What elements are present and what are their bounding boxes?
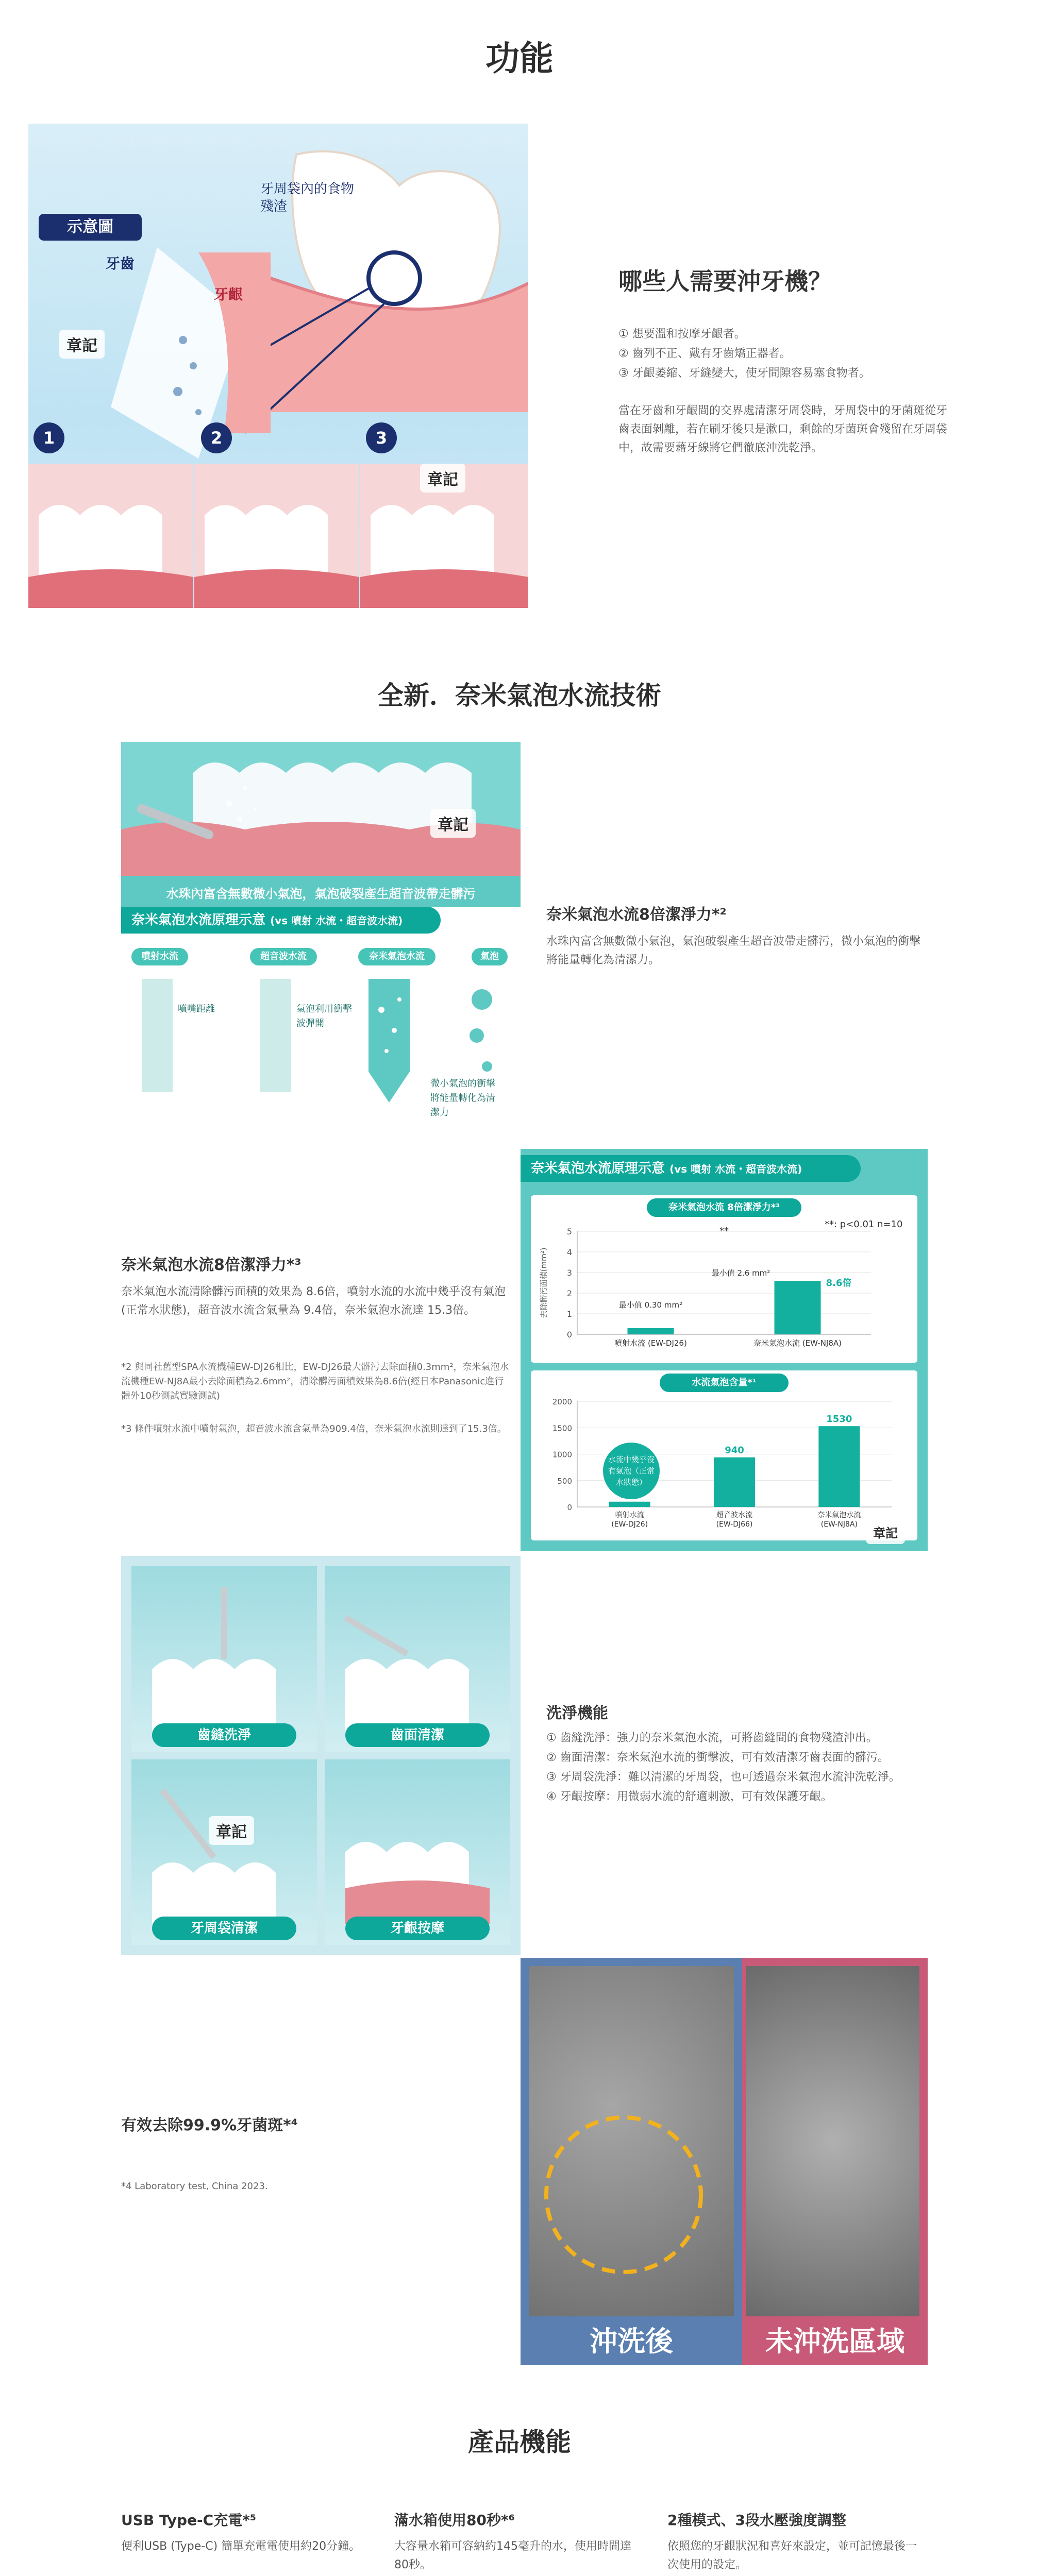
wash-item: ① 齒縫洗淨：強力的奈米氣泡水流，可將齒縫間的食物殘渣沖出。 <box>546 1732 878 1744</box>
y-tick-label: 2000 <box>552 1397 572 1406</box>
schema-label: 示意圖 <box>39 214 142 241</box>
tile-label: 牙齦按摩 <box>345 1917 490 1940</box>
bar <box>818 1426 860 1507</box>
multiplier-label: 8.6倍 <box>826 1278 852 1289</box>
diagram-title-text: 奈米氣泡水流原理示意 <box>131 912 266 928</box>
y-tick-label: 0 <box>567 1503 572 1512</box>
panel4-note: *4 Laboratory test, China 2023. <box>121 2181 268 2192</box>
wash-item: ② 齒面清潔：奈米氣泡水流的衝擊波，可有效清潔牙齒表面的髒污。 <box>546 1751 889 1764</box>
tile-4 <box>325 1759 510 1945</box>
tooth-label: 牙齒 <box>106 255 135 272</box>
y-tick-label: 3 <box>566 1268 572 1278</box>
stamp: 章記 <box>209 1816 254 1845</box>
tile-label: 牙周袋清潔 <box>152 1917 296 1940</box>
wash-item: ③ 牙周袋洗淨：難以清潔的牙周袋，也可透過奈米氣泡水流沖洗乾淨。 <box>546 1771 900 1784</box>
y-tick-label: 0 <box>566 1330 572 1340</box>
feature-desc: 大容量水箱可容納約145毫升的水，使用時間達80秒。 <box>394 2540 631 2571</box>
x-tick-label: 奈米氣泡水流 <box>817 1511 861 1519</box>
nano-diagram <box>121 907 521 1139</box>
who-item: ② 齒列不正、戴有牙齒矯正器者。 <box>618 347 791 360</box>
stamp: 章記 <box>420 464 465 493</box>
chart1-svg <box>531 1195 917 1363</box>
data-label: 940 <box>725 1445 744 1456</box>
panel1-heading: 奈米氣泡水流8倍潔淨力*² <box>546 906 727 924</box>
tile-label: 齒面清潔 <box>345 1723 490 1747</box>
panel4-heading: 有效去除99.9%牙菌斑*⁴ <box>121 2116 298 2134</box>
note-ultra: 氣泡利用衝擊波彈開 <box>296 1004 352 1029</box>
x-tick-label: 噴射水流 <box>615 1511 644 1519</box>
panel1-desc: 水珠內富含無數微小氣泡，氣泡破裂產生超音波帶走髒污，微小氣泡的衝擊將能量轉化為清潔力。 <box>546 935 921 967</box>
section-title-function: 功能 <box>485 39 554 78</box>
x-tick-label: (EW-NJ8A) <box>820 1520 858 1529</box>
col-bubble: 氣泡 <box>472 948 508 965</box>
debris-label: 牙周袋內的食物殘渣 <box>260 181 355 214</box>
annotation: 最小值 0.30 mm² <box>618 1300 683 1310</box>
y-tick-label: 500 <box>557 1476 572 1486</box>
significance-mark: ** <box>719 1226 729 1236</box>
feature-title: 2種模式、3段水壓強度調整 <box>667 2512 846 2529</box>
chart1-area <box>531 1195 917 1363</box>
panel2-heading: 奈米氣泡水流8倍潔淨力*³ <box>121 1256 301 1274</box>
y-tick-label: 1000 <box>552 1450 572 1460</box>
stamp: 章記 <box>430 809 476 838</box>
wash-item: ④ 牙齦按摩：用微弱水流的舒適刺激，可有效保護牙齦。 <box>546 1790 832 1803</box>
feature-desc: 依照您的牙齦狀況和喜好來設定，並可記憶最後一次使用的設定。 <box>667 2540 917 2571</box>
plaque-right-label: 未沖洗區域 <box>765 2325 904 2358</box>
bar <box>775 1281 821 1334</box>
chart2-area <box>531 1370 917 1540</box>
chart-card-title-suffix: (vs 噴射 水流・超音波水流) <box>669 1163 802 1175</box>
section-title-nano: 全新．奈米氣泡水流技術 <box>378 681 661 710</box>
y-axis-label: 去除髒污面積(mm²) <box>539 1247 548 1318</box>
dashed-circle <box>521 1958 742 2365</box>
col-nano: 奈米氣泡水流 <box>358 948 435 965</box>
panel2-note-1: *2 與同社舊型SPA水流機種EW-DJ26相比，EW-DJ26最大髒污去除面積0.3mm²，奈米氣泡水流機種EW-NJ8A最小去除面積為2.6mm²，清除髒污面積效果為8.6倍(經日本Panasonic進行體外10秒測試實驗測試) <box>121 1362 509 1401</box>
x-tick-label: 奈米氣泡水流 (EW-NJ8A) <box>753 1338 842 1348</box>
hero-illustration <box>28 124 528 608</box>
bar <box>609 1502 650 1507</box>
y-tick-label: 1 <box>566 1309 572 1319</box>
chart2-title: 水流氣泡含量*¹ <box>660 1374 789 1392</box>
chart-card <box>521 1149 928 1551</box>
wash-list <box>546 1728 938 1807</box>
col-jet: 噴射水流 <box>131 948 188 965</box>
who-title: 哪些人需要沖牙機？ <box>618 267 832 295</box>
who-item: ③ 牙齦萎縮、牙縫變大，使牙間隙容易塞食物者。 <box>618 367 870 380</box>
panel2-desc: 奈米氣泡水流清除髒污面積的效果為 8.6倍，噴射水流的水流中幾乎沒有氣泡(正常水狀態)，超音波水流含氣量為 9.4倍，奈米氣泡水流達 15.3倍。 <box>121 1285 506 1317</box>
panel3-heading: 洗淨機能 <box>546 1704 608 1722</box>
bar <box>628 1328 674 1334</box>
nano-banner: 水珠內富含無數微小氣泡，氣泡破裂產生超音波帶走髒污 <box>166 887 476 901</box>
step-badge-2: 2 <box>201 422 232 453</box>
x-tick-label: (EW-DJ66) <box>716 1520 753 1529</box>
feature-desc: 便利USB (Type-C) 簡單充電電使用約20分鐘。 <box>121 2540 361 2553</box>
tile-2 <box>325 1566 510 1752</box>
sem-image-unwashed <box>746 1966 919 2316</box>
diagram-title-suffix: (vs 噴射 水流・超音波水流) <box>270 914 403 927</box>
chart2-bubble-label: 水流中幾乎沒有氣泡（正常水狀態） <box>603 1443 660 1499</box>
chart-card-title-text: 奈米氣泡水流原理示意 <box>531 1161 665 1176</box>
stamp: 章記 <box>866 1520 905 1544</box>
who-list <box>618 325 948 383</box>
col-ultra: 超音波水流 <box>250 948 317 965</box>
who-item: ① 想要溫和按摩牙齦者。 <box>618 328 746 341</box>
plaque-photo <box>521 1958 928 2365</box>
plaque-right <box>742 1958 928 2365</box>
x-tick-label: 超音波水流 <box>716 1511 752 1519</box>
step-badge-1: 1 <box>33 422 64 453</box>
chart2-svg <box>531 1370 917 1540</box>
y-tick-label: 5 <box>566 1227 572 1236</box>
y-tick-label: 1500 <box>552 1423 572 1433</box>
plaque-left-label: 沖洗後 <box>590 2325 673 2358</box>
y-tick-label: 2 <box>566 1289 572 1298</box>
tiles-card <box>121 1556 521 1955</box>
chart-card-title <box>521 1155 861 1182</box>
tile-3 <box>131 1759 317 1945</box>
chart1-note: **: p<0.01 n=10 <box>825 1219 903 1230</box>
annotation: 最小值 2.6 mm² <box>711 1268 770 1278</box>
note-jet: 噴嘴距離 <box>178 1004 215 1014</box>
who-desc: 當在牙齒和牙齦間的交界處清潔牙周袋時，牙周袋中的牙菌斑從牙齒表面剝離，若在刷牙後只是漱口，剩餘的牙菌斑會殘留在牙周袋中，故需要藉牙線將它們徹底沖洗乾淨。 <box>618 404 948 454</box>
plaque-left <box>521 1958 742 2365</box>
stamp: 章記 <box>59 330 105 359</box>
section-title-product: 產品機能 <box>468 2427 571 2457</box>
tile-1 <box>131 1566 317 1752</box>
feature-title: USB Type-C充電*⁵ <box>121 2512 257 2529</box>
x-tick-label: 噴射水流 (EW-DJ26) <box>614 1338 687 1348</box>
y-tick-label: 4 <box>566 1247 572 1257</box>
gum-label: 牙齦 <box>214 286 243 303</box>
step-badge-3: 3 <box>366 422 397 453</box>
panel2-note-2: *3 條件噴射水流中噴射氣泡，超音波水流含氣量為909.4倍，奈米氣泡水流則達到了15.3倍。 <box>121 1423 507 1434</box>
bar <box>714 1458 755 1507</box>
feature-title: 滿水箱使用80秒*⁶ <box>394 2512 515 2529</box>
diagram-title <box>121 907 441 934</box>
nano-panel-1 <box>121 742 521 1139</box>
chart1-title: 奈米氣泡水流 8倍潔淨力*³ <box>647 1198 801 1217</box>
x-tick-label: (EW-DJ26) <box>611 1520 648 1529</box>
tile-label: 齒縫洗淨 <box>152 1723 296 1747</box>
note-nano: 微小氣泡的衝擊將能量轉化為清潔力 <box>430 1078 495 1118</box>
data-label: 1530 <box>826 1414 852 1425</box>
